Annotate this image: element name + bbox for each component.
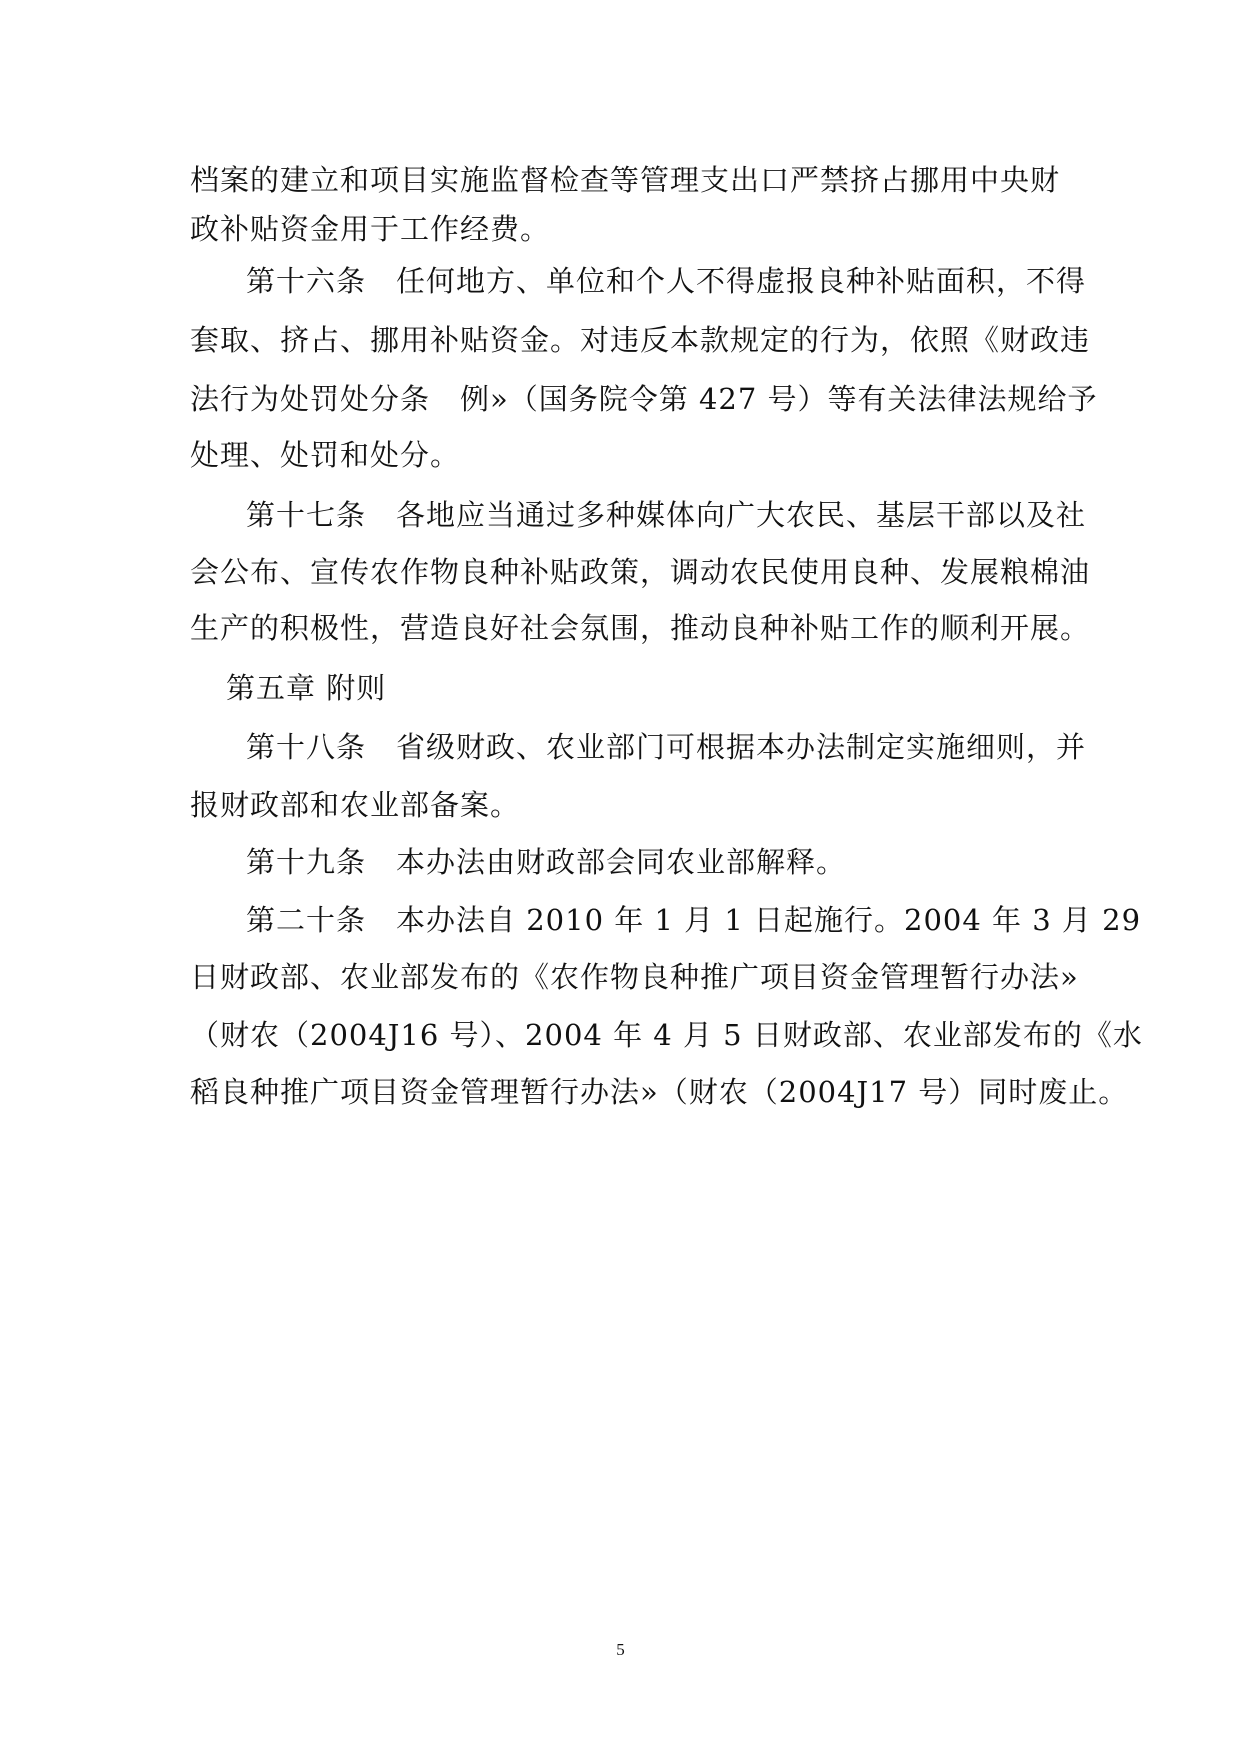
text-line: 报财政部和农业部备案。 [190,788,521,822]
article-20-start: 第二十条 本办法自 2010 年 1 月 1 日起施行。2004 年 3 月 29 [246,903,1142,937]
article-16-start: 第十六条 任何地方、单位和个人不得虚报良种补贴面积，不得 [246,264,1087,298]
article-18-start: 第十八条 省级财政、农业部门可根据本办法制定实施细则，并 [246,730,1087,764]
article-17-start: 第十七条 各地应当通过多种媒体向广大农民、基层干部以及社 [246,498,1087,532]
text-line: （财农（2004J16 号）、2004 年 4 月 5 日财政部、农业部发布的《水 [190,1018,1143,1052]
text-line: 档案的建立和项目实施监督检查等管理支出口严禁挤占挪用中央财 [190,163,1061,197]
text-line: 套取、挤占、挪用补贴资金。对违反本款规定的行为，依照《财政违 [190,323,1091,357]
text-line: 法行为处罚处分条 例»（国务院令第 427 号）等有关法律法规给予 [190,382,1098,416]
text-line: 生产的积极性，营造良好社会氛围，推动良种补贴工作的顺利开展。 [190,611,1091,645]
text-line: 稻良种推广项目资金管理暂行办法»（财农（2004J17 号）同时废止。 [190,1075,1129,1109]
text-line: 日财政部、农业部发布的《农作物良种推广项目资金管理暂行办法» [190,960,1079,994]
text-line: 会公布、宣传农作物良种补贴政策，调动农民使用良种、发展粮棉油 [190,555,1091,589]
text-line: 处理、处罚和处分。 [190,438,461,472]
text-line: 政补贴资金用于工作经费。 [190,212,551,246]
chapter-heading: 第五章 附则 [226,671,387,705]
article-19: 第十九条 本办法由财政部会同农业部解释。 [246,845,847,879]
page-number: 5 [616,1640,625,1659]
